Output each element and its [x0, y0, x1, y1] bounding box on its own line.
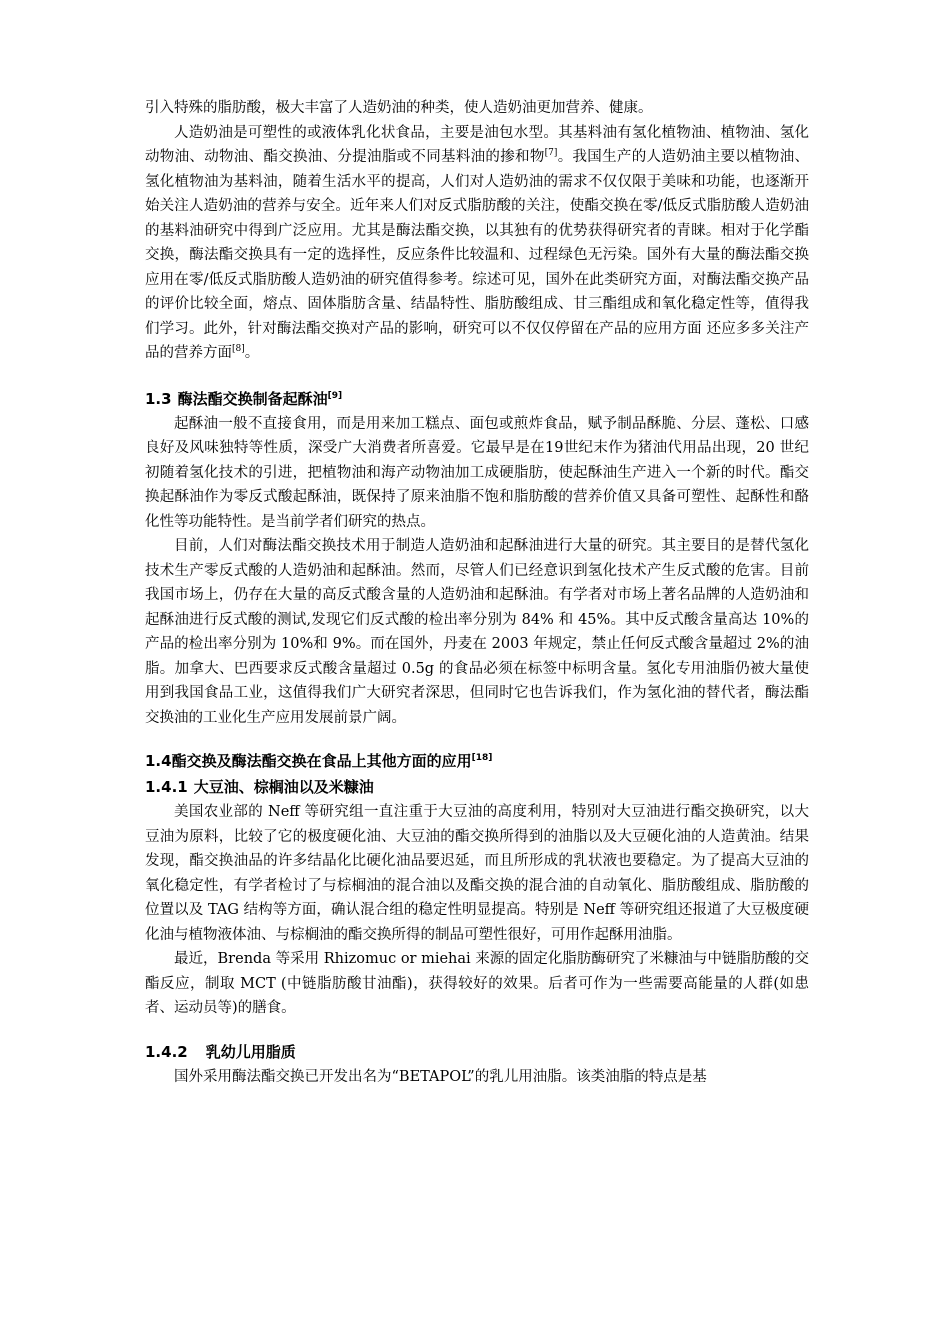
- section-title: 大豆油、棕榈油以及米糠油: [193, 778, 374, 796]
- citation-8: [8]: [232, 344, 245, 355]
- paragraph-4: 目前，人们对酶法酯交换技术用于制造人造奶油和起酥油进行大量的研究。其主要目的是替代氢化技术生产零反式酸的人造奶油和起酥油。然而，尽管人们已经意识到氢化技术产生反式酸的危害。目前我国市场上，仍存在大量的高反式酸含量的人造奶油和起酥油。有学者对市场上著名品牌的人造奶油和起酥油进行反式酸的测试,发现它们反式酸的检出率分别为 84% 和 45%。其中反式酸含量高达 10%的产品的检出率分别为 10%和 9%。而在国外，丹麦在 2003 年规定，禁止任何反式酸含量超过 2%的油脂。加拿大、巴西要求反式酸含量超过 0.5g 的食品必须在标签中标明含量。氢化专用油脂仍被大量使用到我国食品工业，这值得我们广大研究者深思，但同时它也告诉我们，作为氢化油的替代者，酶法酯交换油的工业化生产应用发展前景广阔。: [145, 538, 809, 726]
- paragraph-2: [145, 121, 809, 366]
- section-1-3-heading: [145, 386, 809, 412]
- section-number: 1.4.2: [145, 1042, 188, 1061]
- paragraph-6: 最近，Brenda 等采用 Rhizomuc or miehai 来源的固定化脂肪酶研究了米糠油与中链脂肪酸的交酯反应，制取 MCT (中链脂肪酸甘油酯)，获得较好的效果。后者可作为一些需要高能量的人群(如患者、运动员等)的膳食。: [145, 951, 809, 1016]
- section-title: 酶法酯交换制备起酥油: [177, 389, 328, 408]
- paragraph-7: 国外采用酶法酯交换已开发出名为“BETAPOL”的乳儿用油脂。该类油脂的特点是基: [174, 1068, 707, 1085]
- paragraph-2-text-a: 人造奶油是可塑性的或液体乳化状食品，主要是油包水型。其基料油有氢化植物油、植物油、氢化动物油、动物油、酯交换油、分提油脂或不同基料油的掺和物: [145, 124, 809, 165]
- section-number: 1.4: [145, 752, 172, 770]
- paragraph-1: 引入特殊的脂肪酸，极大丰富了人造奶油的种类，使人造奶油更加营养、健康。: [145, 100, 653, 116]
- citation-18: [18]: [471, 753, 493, 763]
- section-number: 1.3: [145, 389, 172, 408]
- paragraph-2-text-b: 。我国生产的人造奶油主要以植物油、氢化植物油为基料油，随着生活水平的提高，人们对人造奶油的需求不仅仅限于美味和功能，也逐渐开始关注人造奶油的营养与安全。近年来人们对反式脂肪酸的关注，使酯交换在零/低反式脂肪酸人造奶油的基料油研究中得到广泛应用。尤其是酶法酯交换，以其独有的优势获得研究者的青睐。相对于化学酯交换，酶法酯交换具有一定的选择性，反应条件比较温和、过程绿色无污染。国外有大量的酶法酯交换应用在零/低反式脂肪酸人造奶油的研究值得参考。综述可见，国外在此类研究方面，对酶法酯交换产品的评价比较全面，熔点、固体脂肪含量、结晶特性、脂肪酸组成、甘三酯组成和氧化稳定性等，值得我们学习。此外，针对酶法酯交换对产品的影响，研究可以不仅仅停留在产品的应用方面 还应多多关注产品的营养方面: [145, 149, 810, 361]
- paragraph-5: 美国农业部的 Neff 等研究组一直注重于大豆油的高度利用，特别对大豆油进行酯交换研究，以大豆油为原料，比较了它的极度硬化油、大豆油的酯交换所得到的油脂以及大豆硬化油的人造黄油。结果发现，酯交换油品的许多结晶化比硬化油品要迟延，而且所形成的乳状液也要稳定。为了提高大豆油的氧化稳定性，有学者检讨了与棕榈油的混合油以及酯交换的混合油的自动氧化、脂肪酸组成、脂肪酸的位置以及 TAG 结构等方面，确认混合组的稳定性明显提高。特别是 Neff 等研究组还报道了大豆极度硬化油与植物液体油、与棕榈油的酯交换所得的制品可塑性很好，可用作起酥用油脂。: [145, 804, 809, 943]
- section-1-4-1-heading: [145, 774, 809, 800]
- section-1-4-heading: [145, 748, 809, 774]
- section-title: 乳幼儿用脂质: [205, 1042, 296, 1061]
- document-body: [145, 96, 809, 1089]
- citation-9: [9]: [327, 390, 343, 401]
- section-title: 酯交换及酶法酯交换在食品上其他方面的应用: [171, 752, 472, 770]
- section-number: 1.4.1: [145, 778, 188, 796]
- paragraph-3: 起酥油一般不直接食用，而是用来加工糕点、面包或煎炸食品，赋予制品酥脆、分层、蓬松、口感良好及风味独特等性质，深受广大消费者所喜爱。它最早是在19世纪末作为猪油代用品出现，20 世纪初随着氢化技术的引进，把植物油和海产动物油加工成硬脂肪，使起酥油生产进入一个新的时代。酯交换起酥油作为零反式酸起酥油，既保持了原来油脂不饱和脂肪酸的营养价值又具备可塑性、起酥性和酪化性等功能特性。是当前学者们研究的热点。: [145, 415, 809, 530]
- section-1-4-2-heading: [145, 1039, 809, 1065]
- citation-7: [7]: [544, 148, 558, 159]
- paragraph-2-text-c: 。: [244, 345, 260, 361]
